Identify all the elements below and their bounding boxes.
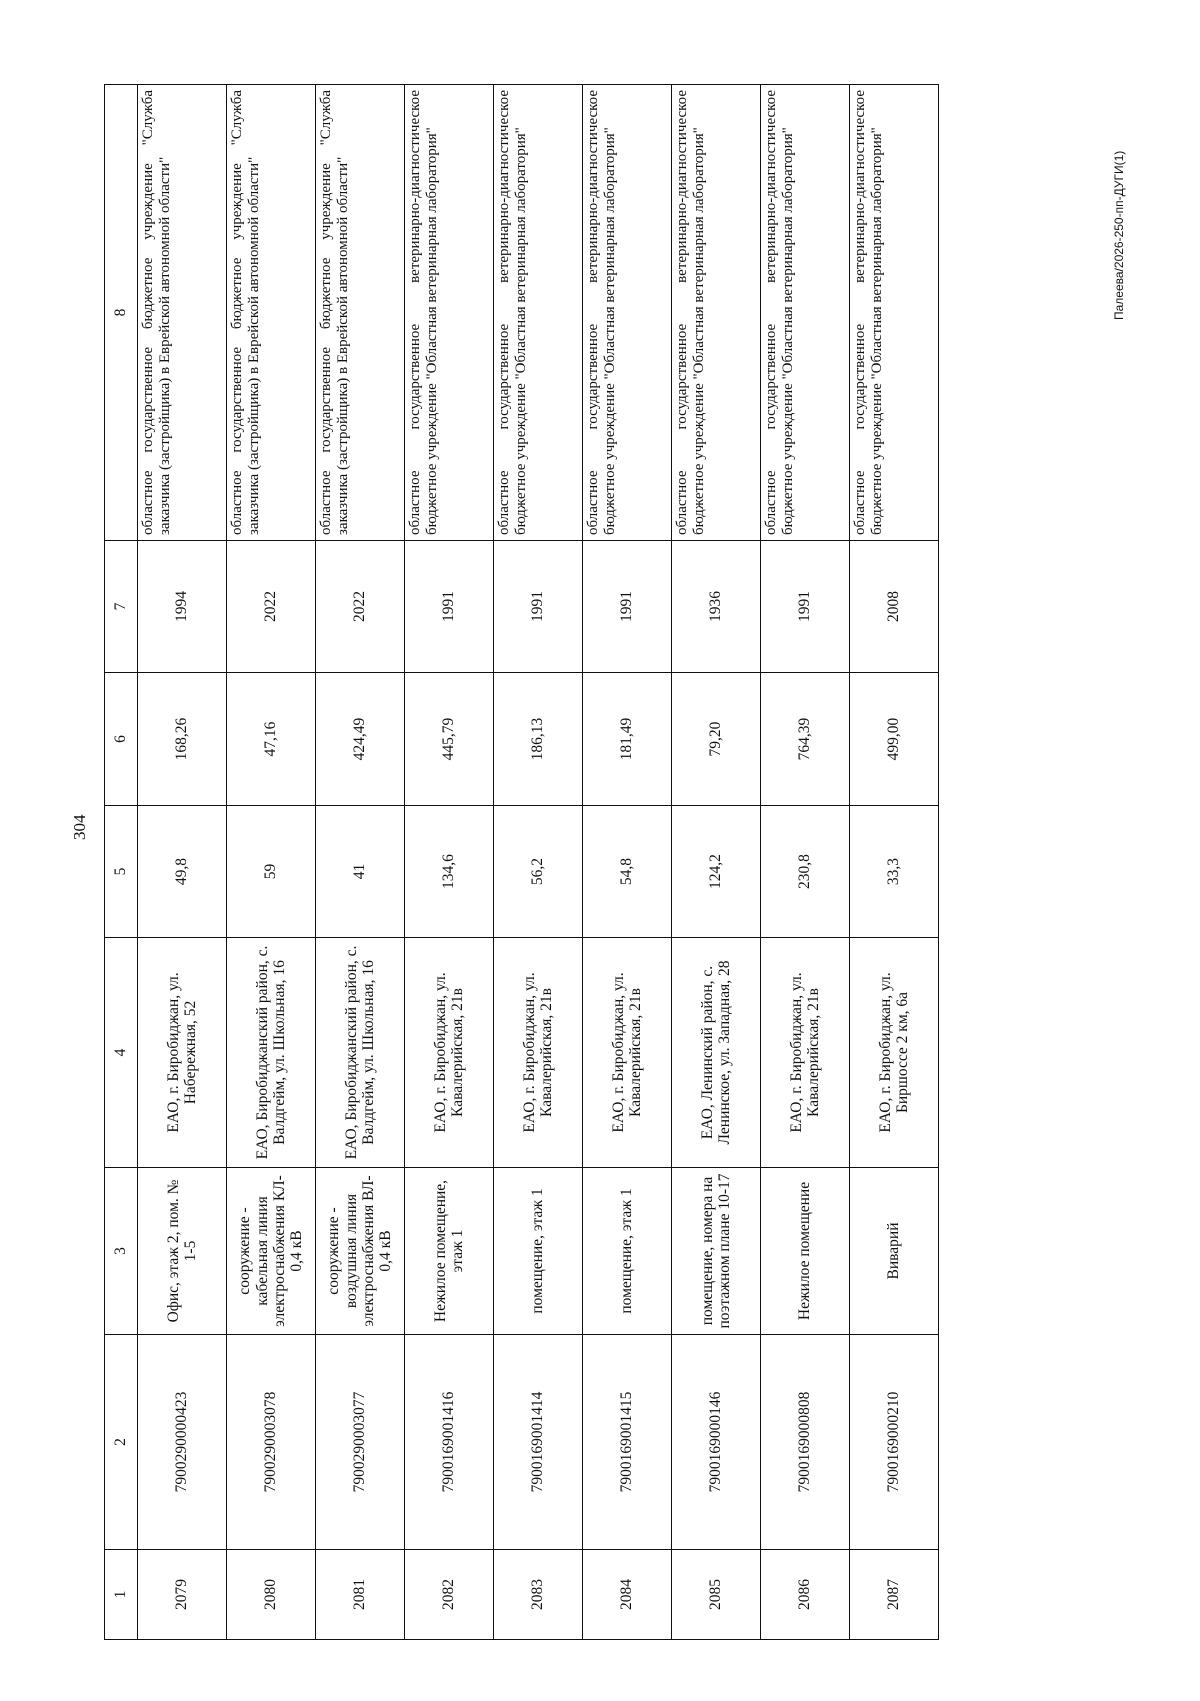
holder-cell: областное государственное бюджетное учреждение "Служба заказчика (застройщика) в Еврейской автономной области" (316, 85, 405, 541)
registry-number-cell: 7900169001414 (494, 1335, 583, 1550)
table-row (672, 85, 761, 1640)
table-row (227, 85, 316, 1640)
address-cell: ЕАО, г. Биробиджан, ул. Кавалерийская, 21в (761, 938, 850, 1168)
table-row (494, 85, 583, 1640)
value-cell: 168,26 (138, 673, 227, 806)
address-cell: ЕАО, г. Биробиджан, ул. Кавалерийская, 21в (583, 938, 672, 1168)
row-number-cell: 2081 (316, 1550, 405, 1640)
registry-number-cell: 7900169000146 (672, 1335, 761, 1550)
object-name-cell: помещение, этаж 1 (494, 1168, 583, 1335)
value-cell: 47,16 (227, 673, 316, 806)
value-cell: 764,39 (761, 673, 850, 806)
row-number-cell: 2082 (405, 1550, 494, 1640)
row-number-cell: 2087 (850, 1550, 939, 1640)
area-cell: 230,8 (761, 806, 850, 938)
holder-cell: областное государственное бюджетное учреждение "Служба заказчика (застройщика) в Еврейской автономной области" (138, 85, 227, 541)
object-name-cell: Нежилое помещение, этаж 1 (405, 1168, 494, 1335)
value-cell: 181,49 (583, 673, 672, 806)
column-header: 4 (105, 938, 138, 1168)
address-cell: ЕАО, г. Биробиджан, ул. Кавалерийская, 21в (405, 938, 494, 1168)
row-number-cell: 2084 (583, 1550, 672, 1640)
column-header: 2 (105, 1335, 138, 1550)
value-cell: 186,13 (494, 673, 583, 806)
column-header: 6 (105, 673, 138, 806)
address-cell: ЕАО, Биробиджанский район, с. Валдгейм, ул. Школьная, 16 (316, 938, 405, 1168)
object-name-cell: помещение, этаж 1 (583, 1168, 672, 1335)
column-header: 7 (105, 541, 138, 673)
area-cell: 56,2 (494, 806, 583, 938)
row-number-cell: 2086 (761, 1550, 850, 1640)
table-row (583, 85, 672, 1640)
registry-number-cell: 7900169001415 (583, 1335, 672, 1550)
address-cell: ЕАО, Биробиджанский район, с. Валдгейм, ул. Школьная, 16 (227, 938, 316, 1168)
holder-cell: областное государственное ветеринарно-диагностическое бюджетное учреждение "Областная ветеринарная лаборатория" (494, 85, 583, 541)
object-name-cell: Офис, этаж 2, пом. № 1-5 (138, 1168, 227, 1335)
column-header: 1 (105, 1550, 138, 1640)
area-cell: 134,6 (405, 806, 494, 938)
object-name-cell: Виварий (850, 1168, 939, 1335)
area-cell: 33,3 (850, 806, 939, 938)
value-cell: 445,79 (405, 673, 494, 806)
registry-number-cell: 7900169001416 (405, 1335, 494, 1550)
table-row (405, 85, 494, 1640)
table-row (761, 85, 850, 1640)
year-cell: 2008 (850, 541, 939, 673)
area-cell: 49,8 (138, 806, 227, 938)
address-cell: ЕАО, г. Биробиджан, ул. Набережная, 52 (138, 938, 227, 1168)
year-cell: 1991 (761, 541, 850, 673)
holder-cell: областное государственное ветеринарно-диагностическое бюджетное учреждение "Областная ветеринарная лаборатория" (761, 85, 850, 541)
registry-table-wrapper (104, 84, 939, 1640)
table-row (850, 85, 939, 1640)
holder-cell: областное государственное ветеринарно-диагностическое бюджетное учреждение "Областная ветеринарная лаборатория" (405, 85, 494, 541)
object-name-cell: сооружение - кабельная линия электроснабжения КЛ- 0,4 кВ (227, 1168, 316, 1335)
row-number-cell: 2079 (138, 1550, 227, 1640)
area-cell: 54,8 (583, 806, 672, 938)
row-number-cell: 2080 (227, 1550, 316, 1640)
table-row (316, 85, 405, 1640)
area-cell: 124,2 (672, 806, 761, 938)
year-cell: 2022 (316, 541, 405, 673)
area-cell: 59 (227, 806, 316, 938)
registry-number-cell: 7900290000423 (138, 1335, 227, 1550)
header-row (105, 85, 138, 1640)
object-name-cell: помещение, номера на поэтажном плане 10-17 (672, 1168, 761, 1335)
column-header: 5 (105, 806, 138, 938)
address-cell: ЕАО, г. Биробиджан, ул. Кавалерийская, 21в (494, 938, 583, 1168)
registry-number-cell: 7900169000808 (761, 1335, 850, 1550)
registry-number-cell: 7900290003078 (227, 1335, 316, 1550)
address-cell: ЕАО, г. Биробиджан, ул. Биршоссе 2 км, 6а (850, 938, 939, 1168)
area-cell: 41 (316, 806, 405, 938)
column-header: 8 (105, 85, 138, 541)
registry-number-cell: 7900169000210 (850, 1335, 939, 1550)
year-cell: 1936 (672, 541, 761, 673)
holder-cell: областное государственное ветеринарно-диагностическое бюджетное учреждение "Областная ветеринарная лаборатория" (672, 85, 761, 541)
column-header: 3 (105, 1168, 138, 1335)
object-name-cell: Нежилое помещение (761, 1168, 850, 1335)
registry-number-cell: 7900290003077 (316, 1335, 405, 1550)
year-cell: 1994 (138, 541, 227, 673)
address-cell: ЕАО, Ленинский район, с. Ленинское, ул. Западная, 28 (672, 938, 761, 1168)
row-number-cell: 2085 (672, 1550, 761, 1640)
row-number-cell: 2083 (494, 1550, 583, 1640)
table-row (138, 85, 227, 1640)
holder-cell: областное государственное ветеринарно-диагностическое бюджетное учреждение "Областная ветеринарная лаборатория" (583, 85, 672, 541)
object-name-cell: сооружение - воздушная линия электроснабжения ВЛ- 0,4 кВ (316, 1168, 405, 1335)
document-code: Палеева/2026-250-пп-ДУГИ(1) (1112, 150, 1126, 320)
page-number: 304 (70, 814, 89, 840)
holder-cell: областное государственное ветеринарно-диагностическое бюджетное учреждение "Областная ветеринарная лаборатория" (850, 85, 939, 541)
holder-cell: областное государственное бюджетное учреждение "Служба заказчика (застройщика) в Еврейской автономной области" (227, 85, 316, 541)
year-cell: 1991 (583, 541, 672, 673)
year-cell: 1991 (405, 541, 494, 673)
value-cell: 79,20 (672, 673, 761, 806)
registry-table (104, 84, 939, 1640)
year-cell: 2022 (227, 541, 316, 673)
year-cell: 1991 (494, 541, 583, 673)
value-cell: 424,49 (316, 673, 405, 806)
value-cell: 499,00 (850, 673, 939, 806)
